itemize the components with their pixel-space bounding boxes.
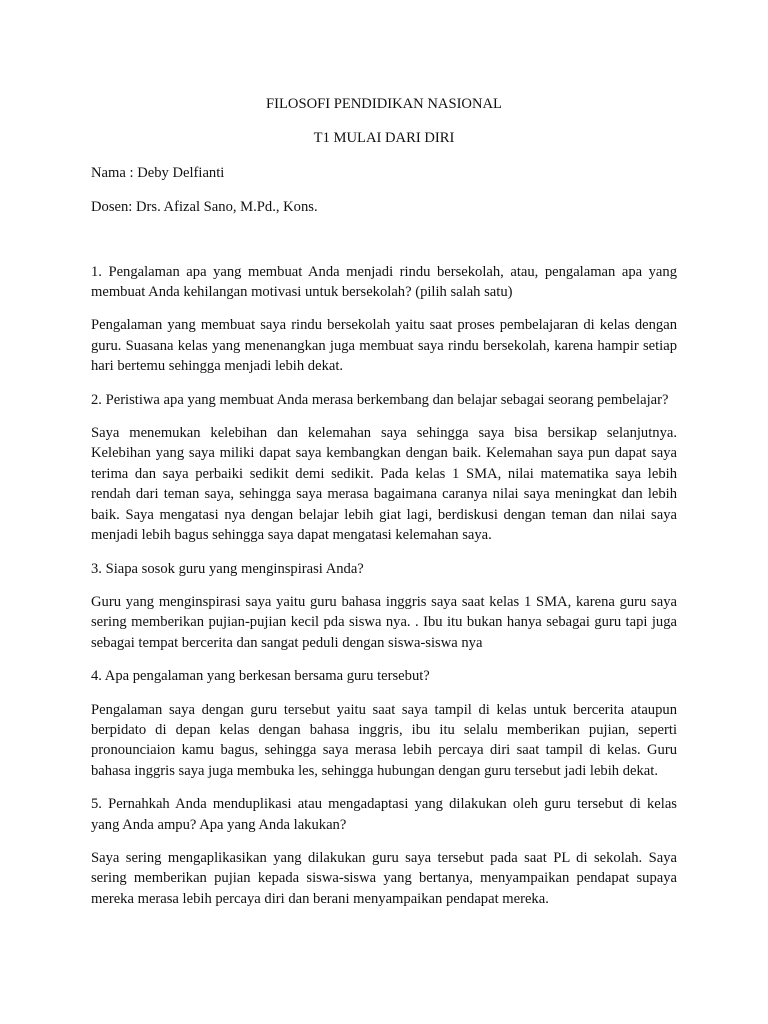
document-body xyxy=(91,94,677,922)
answer-4: Pengalaman saya dengan guru tersebut yaitu saat saya tampil di kelas untuk bercerita ataupun berpidato di depan kelas dengan bahasa inggris, ibu itu selalu memberikan pujian, seperti pronounciaion kamu bagus, sehingga saya merasa lebih percaya diri saat tampil di kelas. Guru bahasa inggris saya juga membuka les, sehingga hubungan dengan guru tersebut jadi lebih dekat. xyxy=(91,701,677,779)
question-3: 3. Siapa sosok guru yang menginspirasi Anda? xyxy=(91,560,364,577)
question-2: 2. Peristiwa apa yang membuat Anda merasa berkembang dan belajar sebagai seorang pembelajar? xyxy=(91,391,669,408)
answer-5: Saya sering mengaplikasikan yang dilakukan guru saya tersebut pada saat PL di sekolah. Saya sering memberikan pujian kepada siswa-siswa yang bertanya, menyampaikan pendapat supaya mereka merasa lebih percaya diri dan berani menyampaikan pendapat mereka. xyxy=(91,849,677,907)
question-5: 5. Pernahkah Anda menduplikasi atau mengadaptasi yang dilakukan oleh guru tersebut di kelas yang Anda ampu? Apa yang Anda lakukan? xyxy=(91,796,677,833)
answer-1: Pengalaman yang membuat saya rindu bersekolah yaitu saat proses pembelajaran di kelas dengan guru. Suasana kelas yang menenangkan juga membuat saya rindu bersekolah, karena hampir setiap hari bertemu sehingga menjadi lebih dekat. xyxy=(91,317,677,375)
question-4: 4. Apa pengalaman yang berkesan bersama guru tersebut? xyxy=(91,668,430,685)
lecturer-name: Dosen: Drs. Afizal Sano, M.Pd., Kons. xyxy=(91,199,318,216)
answer-3: Guru yang menginspirasi saya yaitu guru bahasa inggris saya saat kelas 1 SMA, karena guru saya sering memberikan pujian-pujian kecil pda siswa nya. . Ibu itu bukan hanya sebagai guru tapi juga sebagai tempat bercerita dan sangat peduli dengan siswa-siswa nya xyxy=(91,593,677,651)
question-1: 1. Pengalaman apa yang membuat Anda menjadi rindu bersekolah, atau, pengalaman apa yang membuat Anda kehilangan motivasi untuk bersekolah? (pilih salah satu) xyxy=(91,263,677,301)
document-title: FILOSOFI PENDIDIKAN NASIONAL xyxy=(266,96,502,112)
document-subtitle: T1 MULAI DARI DIRI xyxy=(313,130,455,147)
student-name: Nama : Deby Delfianti xyxy=(91,164,225,181)
answer-2: Saya menemukan kelebihan dan kelemahan saya sehingga saya bisa bersikap selanjutnya. Kelebihan yang saya miliki dapat saya kembangkan dengan baik. Kelemahan saya pun dapat saya terima dan saya perbaiki sedikit demi sedikit. Pada kelas 1 SMA, nilai matematika saya lebih rendah dari teman saya, sehingga saya merasa bagaimana caranya nilai saya meningkat dan lebih baik. Saya mengatasi nya dengan belajar lebih giat lagi, berdiskusi dengan teman dan nilai saya menjadi lebih bagus sehingga saya dapat mengatasi kelemahan saya. xyxy=(91,425,677,544)
